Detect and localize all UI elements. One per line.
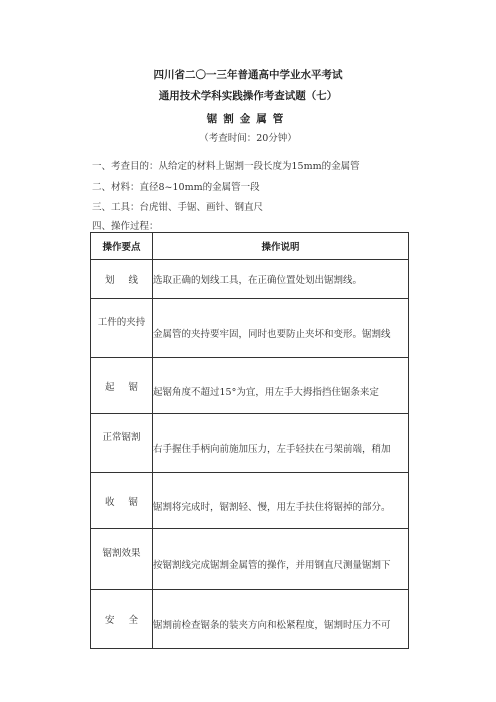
row-key: 安全 <box>91 590 153 649</box>
row-desc: 右手握住手柄向前施加压力，左手轻扶在弓架前端，稍加 <box>153 414 409 473</box>
row-desc: 锯割将完成时，锯割轻、慢，用左手扶住将锯掉的部分。 <box>153 473 409 529</box>
task-title: 锯割金属管 <box>206 113 290 125</box>
exam-duration: （考查时间：20分钟） <box>199 133 297 144</box>
row-key: 起锯 <box>91 358 153 414</box>
row-desc: 锯割前检查锯条的装夹方向和松紧程度，锯割时压力不可 <box>153 590 409 649</box>
exam-subtitle: 通用技术学科实践操作考查试题（七） <box>158 90 338 102</box>
table-row <box>91 358 409 414</box>
row-desc: 起锯角度不超过15°为宜，用左手大拇指挡住锯条来定 <box>153 358 409 414</box>
exam-title: 四川省二〇一三年普通高中学业水平考试 <box>153 69 343 81</box>
header-desc: 操作说明 <box>153 233 409 260</box>
section-process: 四、操作过程： <box>92 221 159 232</box>
table-row <box>91 529 409 590</box>
row-key: 收锯 <box>91 473 153 529</box>
table-row <box>91 260 409 299</box>
table-row <box>91 299 409 358</box>
section-tools: 三、工具：台虎钳、手锯、画针、钢直尺 <box>92 202 264 213</box>
section-purpose: 一、考查目的：从给定的材料上锯割一段长度为15mm的金属管 <box>92 161 360 172</box>
table-row <box>91 414 409 473</box>
row-key: 划线 <box>91 260 153 299</box>
table-row <box>91 473 409 529</box>
section-materials: 二、材料：直径8~10mm的金属管一段 <box>92 182 260 193</box>
operation-table <box>90 232 409 649</box>
row-key: 工件的夹持 <box>91 299 153 358</box>
row-desc: 金属管的夹持要牢固，同时也要防止夹坏和变形。锯割线 <box>153 299 409 358</box>
table-row <box>91 590 409 649</box>
header-key: 操作要点 <box>91 233 153 260</box>
row-key: 锯割效果 <box>91 529 153 590</box>
row-key: 正常锯割 <box>91 414 153 473</box>
table-header-row <box>91 233 409 260</box>
row-desc: 按锯割线完成锯割金属管的操作，并用钢直尺测量锯割下 <box>153 529 409 590</box>
row-desc: 选取正确的划线工具，在正确位置处划出锯割线。 <box>153 260 409 299</box>
